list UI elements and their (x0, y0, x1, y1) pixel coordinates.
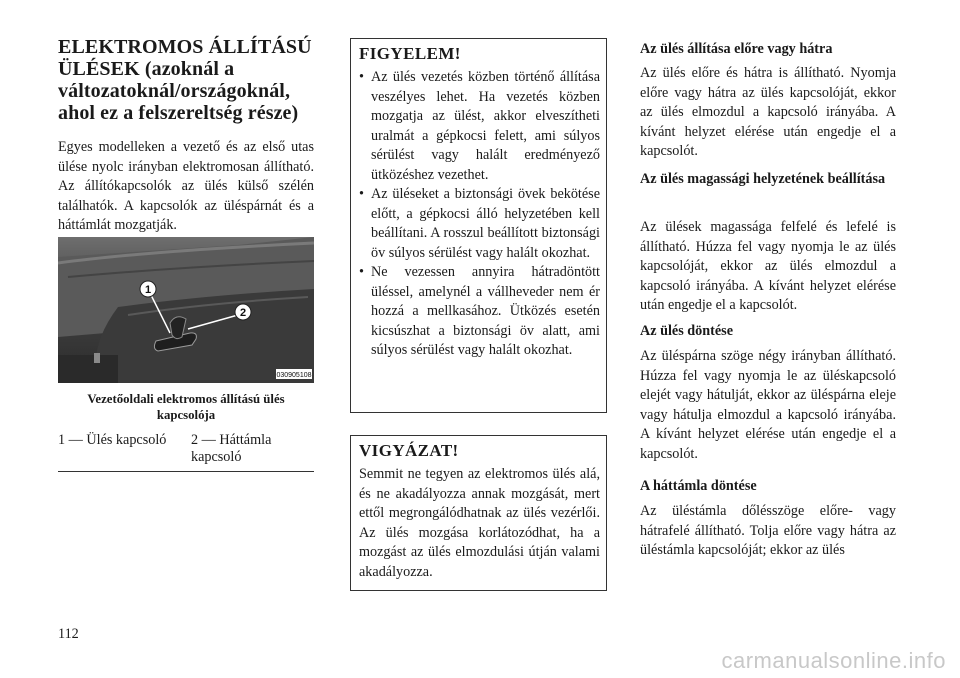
figure-code: 030905108 (276, 372, 312, 379)
watermark: carmanualsonline.info (721, 648, 946, 673)
warning-title: FIGYELEM! (359, 44, 461, 63)
callout-2-label: 2 (239, 307, 247, 319)
legend-divider (58, 471, 314, 472)
seat-switch-illustration (58, 237, 314, 383)
figure-caption: Vezetőoldali elektromos állítású ülés kapcsolója (87, 392, 285, 422)
seat-switch-photo (58, 237, 314, 383)
heading-recline: A háttámla döntése (640, 478, 757, 494)
caution-text: Semmit ne tegyen az elektromos ülés alá, és ne akadályozza annak mozgását, mert ettől megrongálódhatnak az ülés vezérlői. Az ülés mozgása korlátozódhat, ha a mozgást az ülés elmozdulási útján valami akadályozza. (359, 466, 600, 580)
warning-list (359, 68, 600, 361)
intro-paragraph: Egyes modelleken a vezető és az első utas ülése nyolc irányban elektromosan állítható. Az állítókapcsolók az ülés külső szélén találhatók. A kapcsolók az üléspárnát és a háttámlát mozgatják. (58, 139, 314, 233)
warning-box (350, 38, 607, 413)
page-number: 112 (58, 626, 79, 642)
bullet-icon: • (359, 186, 364, 202)
warning-item: • Az ülés vezetés közben történő állítása veszélyes lehet. Ha vezetés közben mozgatja az ülést, akkor elveszítheti uralmát a gépkocsi felett, ami súlyos sérülést vagy halált eredményező ütközéshez vezethet. (359, 69, 600, 183)
paragraph-recline: Az üléstámla dőlésszöge előre- vagy hátrafelé állítható. Tolja előre vagy hátra az üléstámla kapcsolóját; ekkor az ülés (640, 503, 896, 558)
caution-box (350, 435, 607, 591)
heading-fore-aft: Az ülés állítása előre vagy hátra (640, 41, 833, 57)
paragraph-height: Az ülések magassága felfelé és lefelé is állítható. Húzza fel vagy nyomja le az ülés kapcsolóját, ekkor az ülés elmozdul a kapcsoló irányába. A kívánt helyzet elérése után engedje el a kapcsolót. (640, 219, 896, 313)
paragraph-tilt: Az üléspárna szöge négy irányban állítható. Húzza fel vagy nyomja le az üléskapcsoló elejét vagy hátulját, ekkor az üléspárna eleje vagy hátulja elmozdul a kapcsoló irányába. A kívánt helyzet elérése után engedje el a kapcsolót. (640, 348, 896, 462)
bullet-icon: • (359, 69, 364, 85)
warning-item: • Ne vezessen annyira hátradöntött üléssel, amelynél a vállheveder nem ér hozzá a mellkasához. Ütközés esetén kicsúszhat a biztonsági öv alatt, ami súlyos sérülést vagy halált okozhat. (359, 264, 600, 358)
warning-item: • Az üléseket a biztonsági övek bekötése előtt, a gépkocsi álló helyzetében kell beállítani. A rosszul beállított biztonsági öv súlyos sérülést vagy halált okozhat. (359, 186, 600, 261)
section-title: ELEKTROMOS ÁLLÍTÁSÚ ÜLÉSEK (azoknál a változatoknál/országoknál, ahol ez a felszereltség része) (58, 36, 312, 124)
paragraph-fore-aft: Az ülés előre és hátra is állítható. Nyomja előre vagy hátra az ülés kapcsolóját, ekkor az ülés elmozdul a kapcsoló irányába. A kívánt helyzet elérése után engedje el a kapcsolót. (640, 65, 896, 159)
caution-title: VIGYÁZAT! (359, 441, 459, 460)
legend-item-seat-switch: 1 — Ülés kapcsoló (58, 432, 167, 448)
bullet-icon: • (359, 264, 364, 280)
legend-item-backrest-switch: 2 — Háttámla kapcsoló (191, 432, 272, 465)
callout-1-label: 1 (144, 284, 152, 296)
heading-tilt: Az ülés döntése (640, 323, 734, 339)
heading-height: Az ülés magassági helyzetének beállítása (640, 171, 886, 187)
